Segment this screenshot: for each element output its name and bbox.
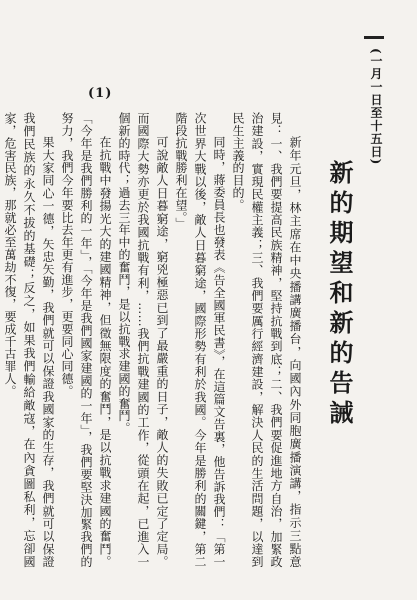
article-title: 新的期望和新的告誡 — [325, 160, 354, 430]
article-body — [3, 112, 304, 568]
date-range: (一月一日至十五日) — [369, 48, 383, 166]
body-paragraph: 在抗戰中發揚光大的建國精神，但徵無限度的奮鬥，是以抗戰求建國的奮鬥。「今年是我們勝利的一年」，「今年是我們國家建國的一年」，我們要堅決加緊我們的努力，我們今年要比去年更有進步，更要同心同德。 — [60, 112, 112, 568]
header-rule — [364, 36, 384, 39]
body-paragraph: 新年元旦，林主席在中央播講廣播台，向國內外同胞廣播演講，指示三點意見：一、我們要提高民族精神，堅持抗戰到底；二、我們要促進地方自治，加緊政治建設，實現民權主義；三、我們要厲行經濟建設，解決人民的生活問題，以達到民生主義的目的。 — [231, 112, 302, 568]
body-paragraph: 可說敵人日暮窮途，窮兇極惡已到了最嚴重的日子，敵人的失敗已定了定局。而國際大勢亦更於我國抗戰有利，……我們抗戰建國的工作，從頭在起，已進入一個新的時代；過去三年中的奮鬥，是以抗戰求建國的奮鬥。 — [117, 112, 169, 568]
body-paragraph: 果大家同心一德，矢忠矢勤，我們就可以保證我國家的生存，我們就可以保證我們民族的永久不拔的基礎；反之，如果我們輸給敵寇，在內貪圖私利，忘卻國家，危害民族，那就必至萬劫不復，要成千古罪人。 — [3, 112, 55, 568]
page-number: (1) — [88, 86, 113, 101]
body-paragraph: 同時，蔣委員長也發表《告全國軍民書》，在這篇文告裏，他告訴我們：「第一次世界大戰以後，敵人日暮窮途，國際形勢有利於我國。今年是勝利的關鍵，第二階段抗戰勝利在望。」 — [174, 112, 226, 568]
